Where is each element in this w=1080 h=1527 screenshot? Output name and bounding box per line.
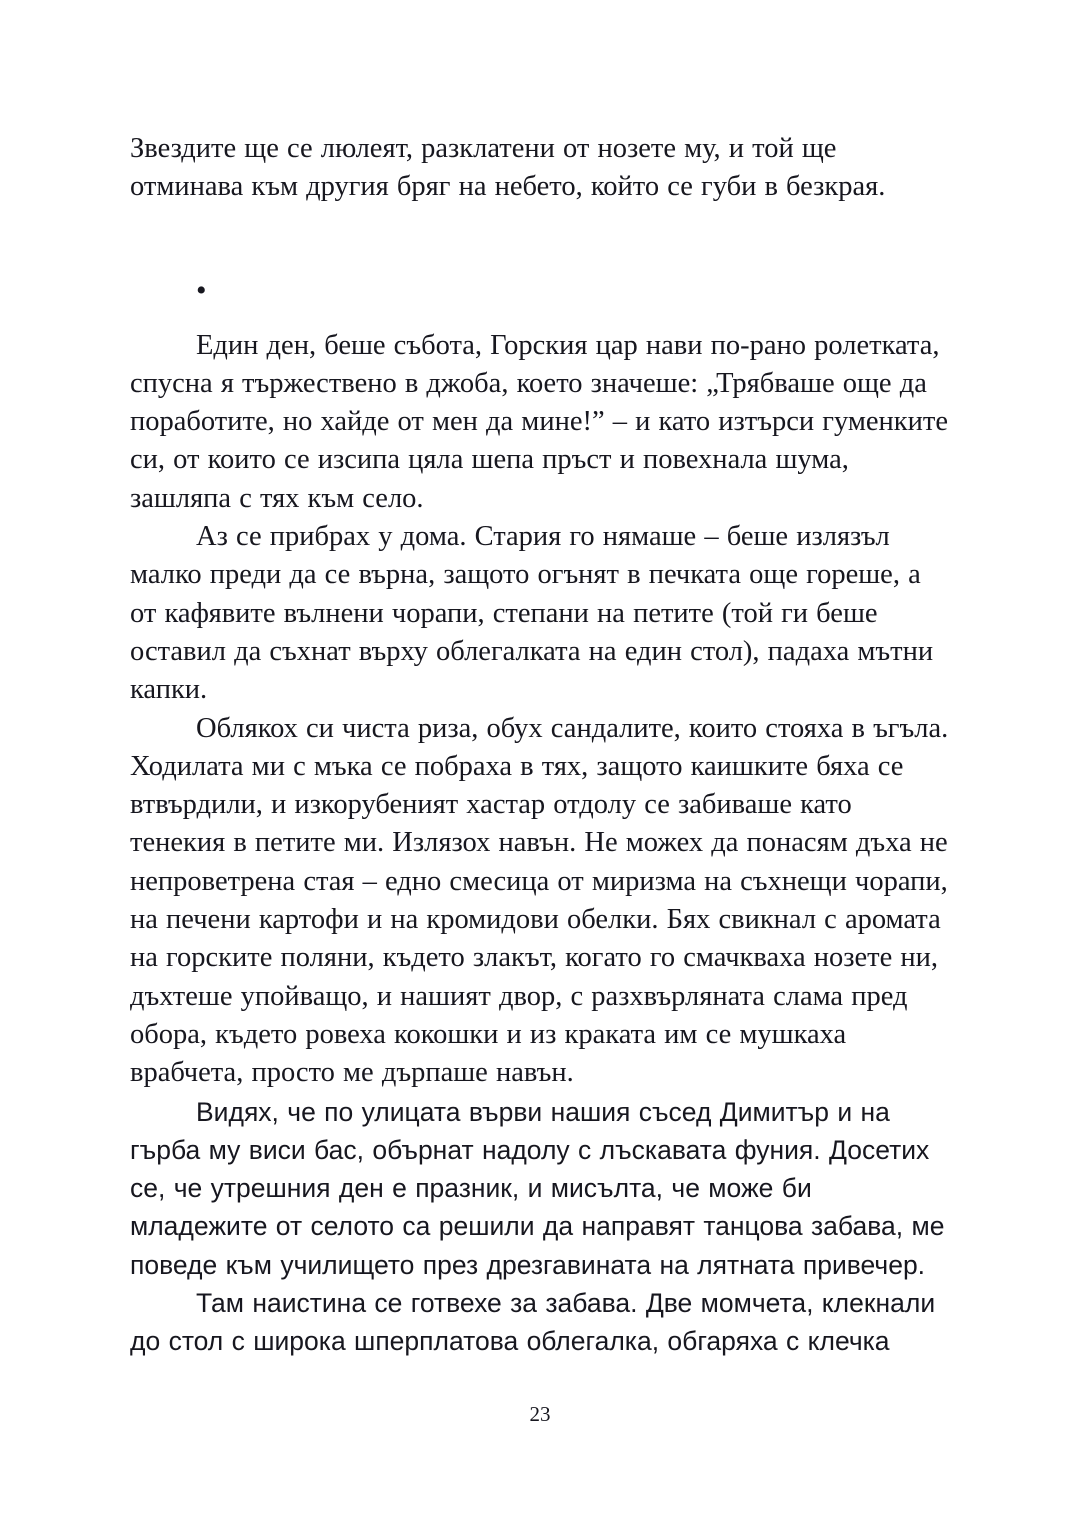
body-text-paragraph: Звездите ще се люлеят, разклатени от нозете му, и той ще отминава към другия бряг на небето, който се губи в безкрая. xyxy=(130,133,886,203)
section-break-bullet: • xyxy=(196,273,207,307)
body-text-paragraph: Облякох си чиста риза, обух сандалите, които стояха в ъгъла. Ходилата ми с мъка се побраха в тях, защото каишките бяха се втвърдили, и изкорубеният хастар отдолу се забиваше като тенекия в петите ми. Излязох навън. Не можех да понасям дъха не непроветрена стая – едно смесица от миризма на съхнещи чорапи, на печени картофи и на кромидови обелки. Бях свикнал с аромата на горските поляни, където злакът, когато го смачкваха нозете ни, дъхтеше упойващо, и нашият двор, с разхвърляната слама пред обора, където ровеха кокошки и из краката им се мушкаха врабчета, просто ме дърпаше навън. xyxy=(130,712,949,1089)
body-text-paragraph: Там наистина се готвехе за забава. Две момчета, клекнали до стол с широка шперплатова облегалка, обгаряха с клечка xyxy=(130,1288,936,1357)
body-text-paragraph: Един ден, беше събота, Горския цар нави по-рано ролетката, спусна я тържествено в джоба, което значеше: „Трябваше още да поработите, но хайде от мен да мине!” – и като изтърси гуменките си, от които се изсипа цяла шепа пръст и повехнала шума, зашляпа с тях към село. xyxy=(130,329,948,514)
body-text-paragraph: Аз се прибрах у дома. Стария го нямаше – беше излязъл малко преди да се върна, защото огънят в печката още гореше, а от кафявите вълнени чорапи, степани на петите (той ги беше оставил да съхнат върху облегалката на един стол), падаха мътни капки. xyxy=(130,521,934,706)
page-number: 23 xyxy=(529,1402,551,1426)
body-text-paragraph: Видях, че по улицата върви нашия съсед Димитър и на гърба му виси бас, обърнат надолу с лъскавата фуния. Досетих се, че утрешния ден е празник, и мисълта, че може би младежите от селото са решили да направят танцова забава, ме поведе към училището през дрезгавината на лятната привечер. xyxy=(130,1096,945,1280)
